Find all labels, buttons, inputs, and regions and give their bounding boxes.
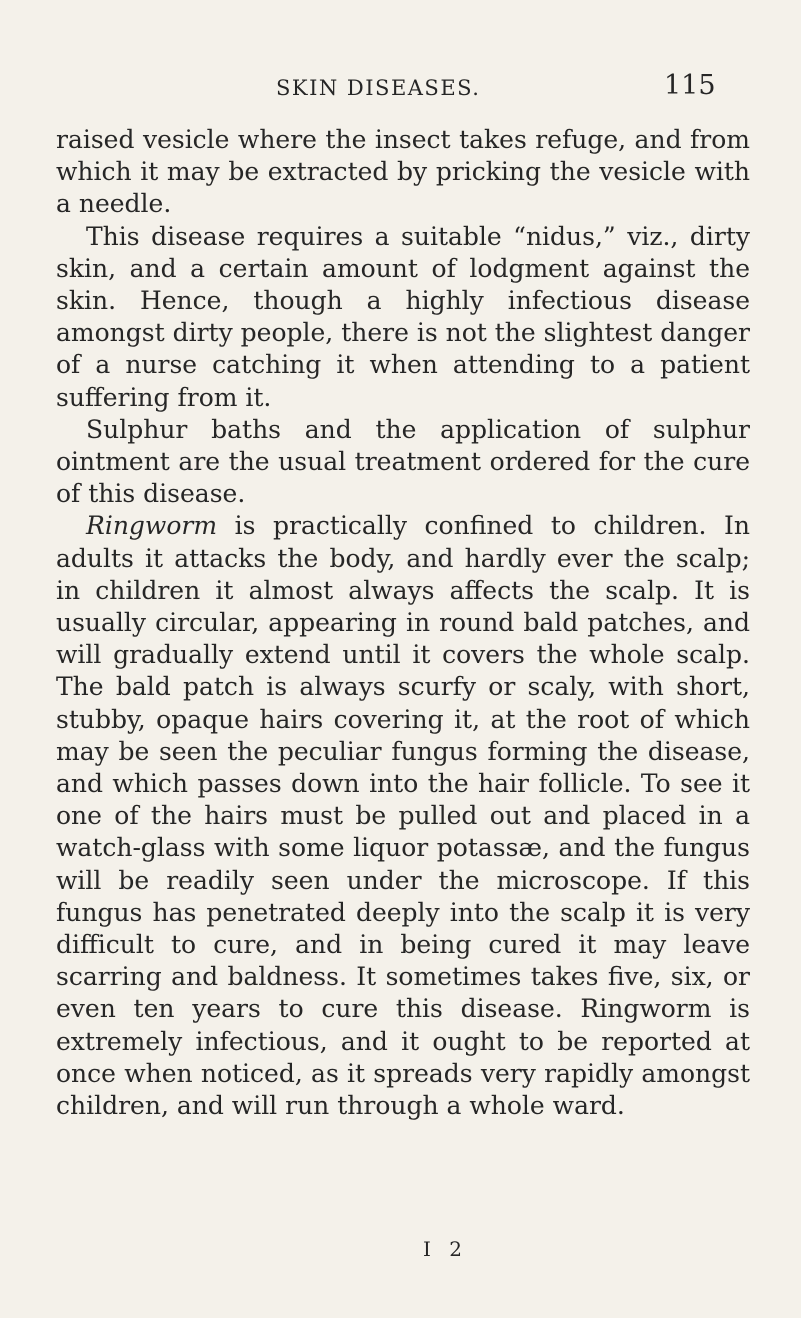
- paragraph-nidus: [56, 221, 750, 414]
- running-head: SKIN DISEASES.: [276, 76, 481, 100]
- paragraph-vesicle-continued: [56, 124, 750, 221]
- paragraph-sulphur-treatment: [56, 414, 750, 511]
- signature-mark: I 2: [423, 1237, 468, 1261]
- paragraph-text: This disease requires a suitable “nidus,” viz., dirty skin, and a certain amount of lodgment against the skin. Hence, though a highly infectious disease amongst dirty people, there is not the slightest danger of a nurse catching it when attending to a patient suffering from it.: [56, 221, 750, 412]
- ringworm-term: Ringworm: [86, 511, 218, 541]
- paragraph-text: is practically confined to children. In adults it attacks the body, and hardly ever the scalp; in children it almost always affects the scalp. It is usually circular, appearing in round bald patches, and will gradually extend until it covers the whole scalp. The bald patch is always scurfy or scaly, with short, stubby, opaque hairs covering it, at the root of which may be seen the peculiar fungus forming the disease, and which passes down into the hair follicle. To see it one of the hairs must be pulled out and placed in a watch-glass with some liquor potassæ, and the fungus will be readily seen under the microscope. If this fungus has penetrated deeply into the scalp it is very difficult to cure, and in being cured it may leave scarring and baldness. It sometimes takes five, six, or even ten years to cure this disease. Ringworm is extremely infectious, and it ought to be reported at once when noticed, as it spreads very rapidly amongst children, and will run through a whole ward.: [56, 511, 750, 1121]
- page-number: 115: [664, 70, 716, 101]
- paragraph-text: raised vesicle where the insect takes refuge, and from which it may be extracted by pricking the vesicle with a needle.: [56, 125, 750, 219]
- paragraph-text: Sulphur baths and the application of sulphur ointment are the usual treatment ordered for the cure of this disease.: [56, 414, 750, 509]
- body-text: [56, 124, 750, 1122]
- paragraph-ringworm: [56, 510, 750, 1122]
